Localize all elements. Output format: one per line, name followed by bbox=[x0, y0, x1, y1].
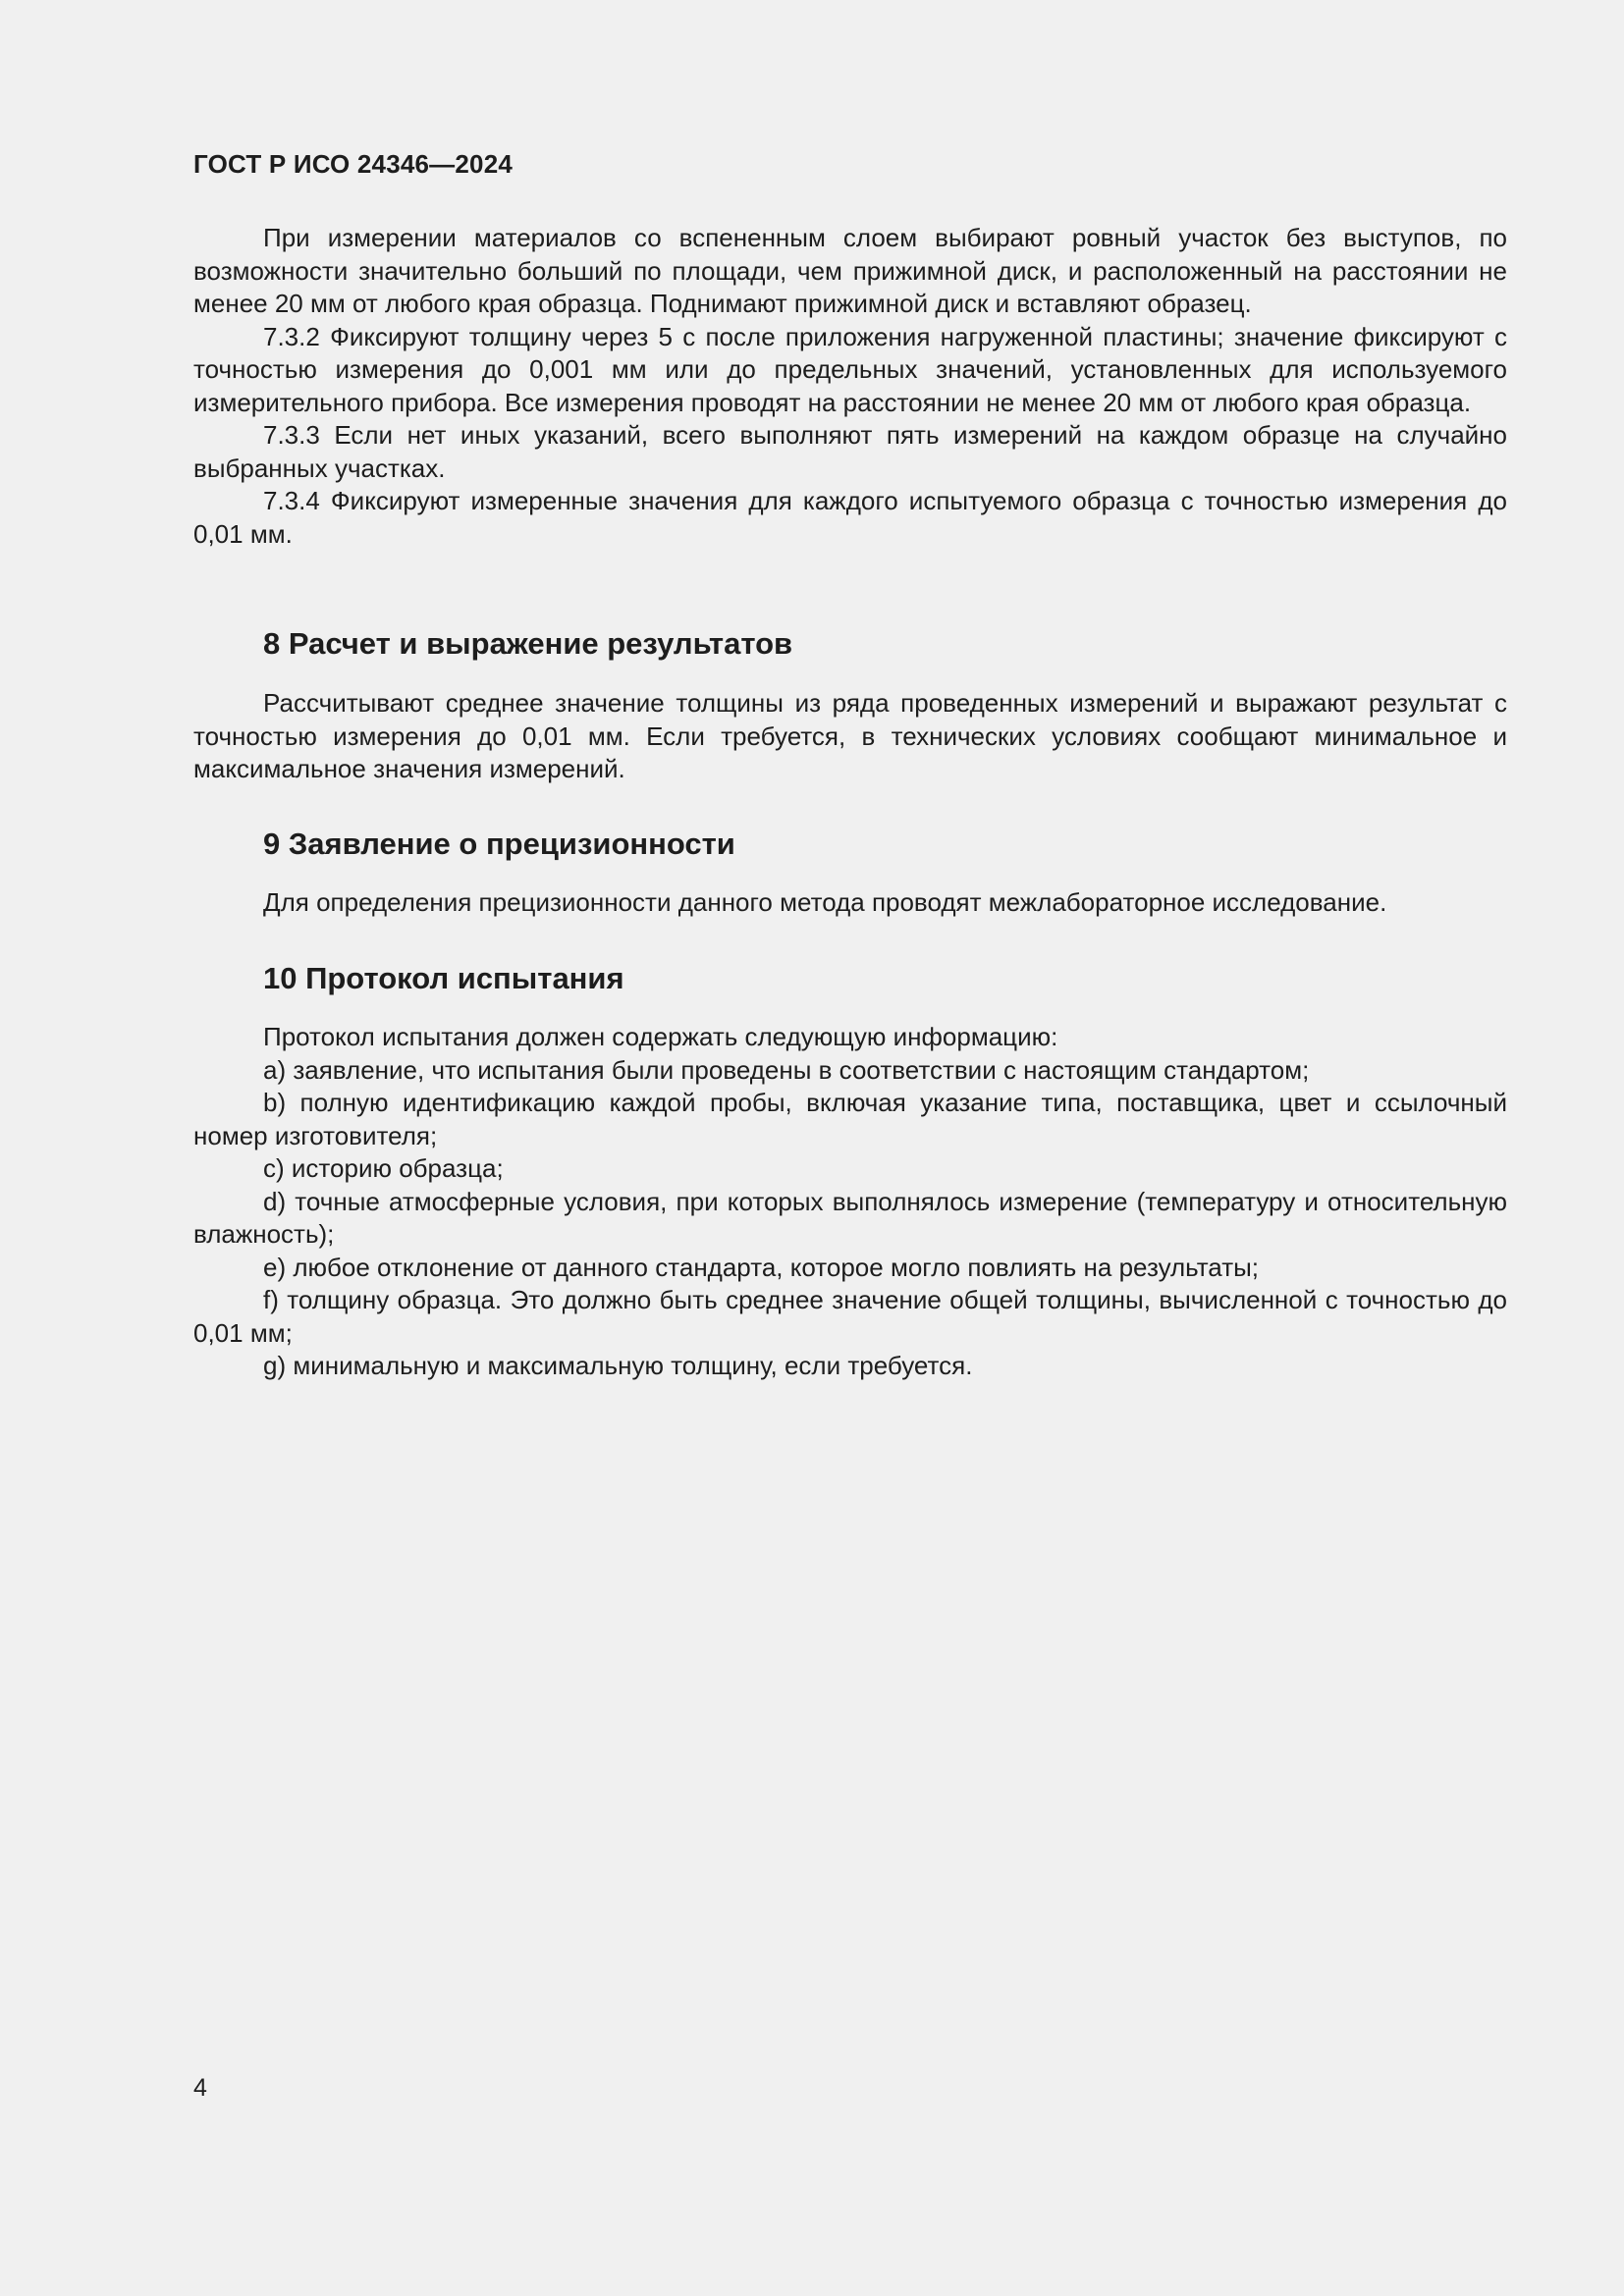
list-item: b) полную идентификацию каждой пробы, включая указание типа, поставщика, цвет и ссылочный номер изготовителя; bbox=[193, 1088, 1507, 1150]
section-7-3-text bbox=[193, 222, 1507, 551]
page-number: 4 bbox=[193, 2074, 207, 2102]
paragraph: 7.3.4 Фиксируют измеренные значения для каждого испытуемого образца с точностью измерения до 0,01 мм. bbox=[193, 486, 1507, 549]
paragraph: Рассчитывают среднее значение толщины из ряда проведенных измерений и выражают результат с точностью измерения до 0,01 мм. Если требуется, в технических условиях сообщают минимальное и максимальное значения измерений. bbox=[193, 688, 1507, 783]
paragraph: 7.3.2 Фиксируют толщину через 5 с после приложения нагруженной пластины; значение фиксируют с точностью измерения до 0,001 мм или до предельных значений, установленных для используемого измерительного прибора. Все измерения проводят на расстоянии не менее 20 мм от любого края образца. bbox=[193, 321, 1507, 417]
section-10-title: 10 Протокол испытания bbox=[263, 961, 624, 995]
document-header: ГОСТ Р ИСО 24346—2024 bbox=[193, 149, 514, 179]
list-item: f) толщину образца. Это должно быть среднее значение общей толщины, вычисленной с точностью до 0,01 мм; bbox=[193, 1285, 1507, 1348]
section-9-text bbox=[193, 886, 1507, 920]
paragraph: Протокол испытания должен содержать следующую информацию: bbox=[263, 1022, 1058, 1051]
paragraph: Для определения прецизионности данного метода проводят межлабораторное исследование. bbox=[263, 887, 1387, 917]
list-item: e) любое отклонение от данного стандарта, которое могло повлиять на результаты; bbox=[263, 1252, 1260, 1282]
paragraph: 7.3.3 Если нет иных указаний, всего выполняют пять измерений на каждом образце на случайно выбранных участках. bbox=[193, 420, 1507, 483]
list-item: d) точные атмосферные условия, при которых выполнялось измерение (температуру и относительную влажность); bbox=[193, 1186, 1507, 1249]
list-item: g) минимальную и максимальную толщину, если требуется. bbox=[263, 1351, 973, 1380]
section-8-title: 8 Расчет и выражение результатов bbox=[263, 626, 793, 661]
paragraph: При измерении материалов со вспененным слоем выбирают ровный участок без выступов, по возможности значительно больший по площади, чем прижимной диск, и расположенный на расстоянии не менее 20 мм от любого края образца. Поднимают прижимной диск и вставляют образец. bbox=[193, 223, 1507, 318]
section-8-text bbox=[193, 687, 1507, 786]
list-item: a) заявление, что испытания были проведены в соответствии с настоящим стандартом; bbox=[263, 1054, 1310, 1085]
section-10-text bbox=[193, 1021, 1507, 1383]
section-9-title: 9 Заявление о прецизионности bbox=[263, 827, 735, 861]
list-item: c) историю образца; bbox=[263, 1153, 504, 1183]
